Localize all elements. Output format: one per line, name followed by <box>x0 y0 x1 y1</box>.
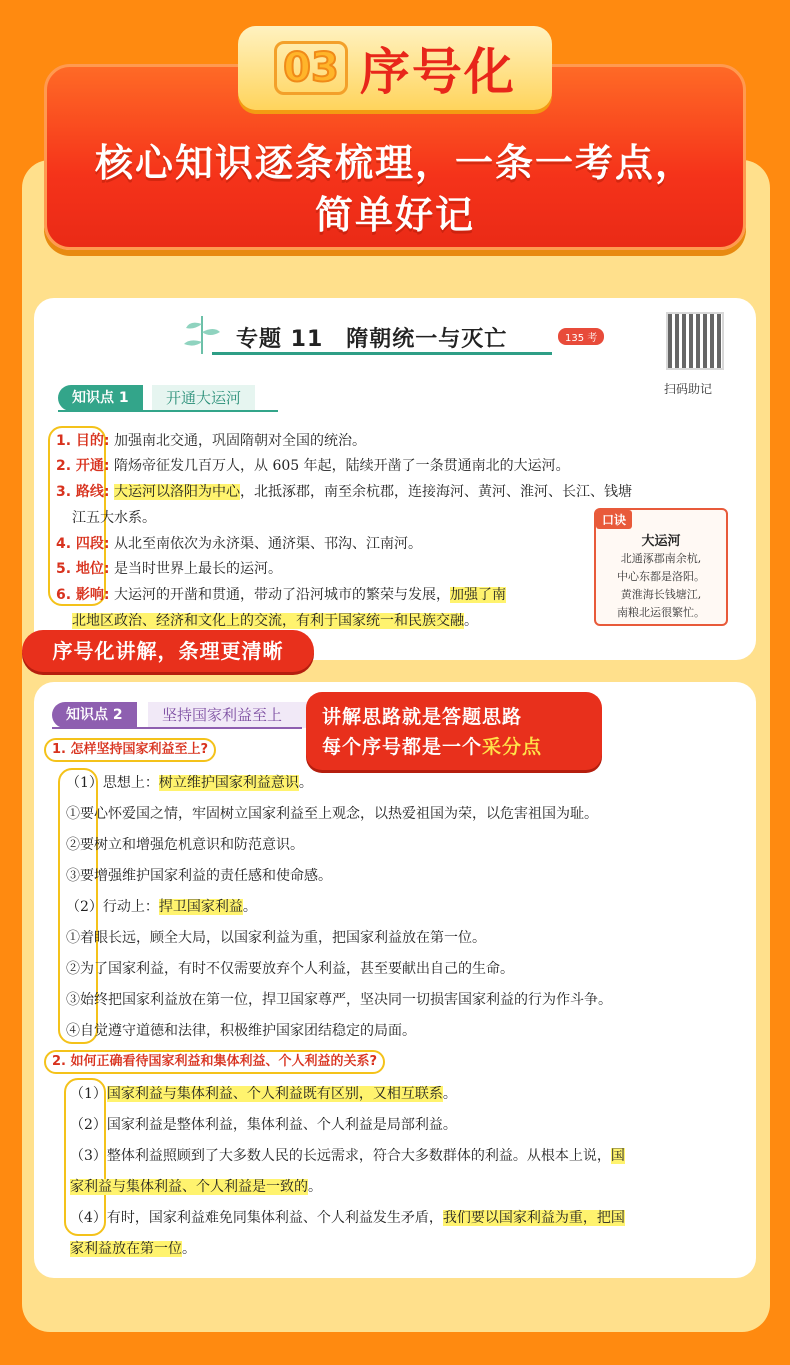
bubble-line-2: 每个序号都是一个采分点 <box>322 736 543 758</box>
answer-row: ④自觉遵守道德和法律，积极维护国家团结稳定的局面。 <box>66 1023 416 1039</box>
answer-row: （1）思想上：树立维护国家利益意识。 <box>66 775 313 791</box>
callout-bubble <box>306 692 602 770</box>
bamboo-leaf-icon <box>180 310 224 356</box>
bubble-line-1: 讲解思路就是答题思路 <box>322 706 523 728</box>
knowledge-point-title-1: 开通大运河 <box>152 385 255 411</box>
mnemonic-tag: 口诀 <box>596 510 632 529</box>
mnemonic-line: 中心东都是洛阳。 <box>617 570 705 583</box>
answer-row: ③要增强维护国家利益的责任感和使命感。 <box>66 868 332 884</box>
qr-label: 扫码助记 <box>664 382 713 396</box>
answer-row: ②要树立和增强危机意识和防范意识。 <box>66 837 304 853</box>
exam-count-badge: 135 考 <box>558 328 604 345</box>
item-row-continued: 北地区政治、经济和文化上的交流，有利于国家统一和民族交融。 <box>72 613 478 629</box>
badge-number: 03 <box>274 41 348 95</box>
section-badge <box>238 26 552 110</box>
answer-row: （1）国家利益与集体利益、个人利益既有区别，又相互联系。 <box>70 1086 457 1102</box>
item-row: 4. 四段: 从北至南依次为永济渠、通济渠、邗沟、江南河。 <box>56 536 422 552</box>
question-2: 2. 如何正确看待国家利益和集体利益、个人利益的关系? <box>44 1050 385 1074</box>
answer-row: ③始终把国家利益放在第一位，捍卫国家尊严，坚决同一切损害国家利益的行为作斗争。 <box>66 992 612 1008</box>
knowledge-point-tag-1: 知识点 1 <box>58 385 143 411</box>
item-row: 1. 目的: 加强南北交通，巩固隋朝对全国的统治。 <box>56 433 366 449</box>
knowledge-point-tag-2: 知识点 2 <box>52 702 137 728</box>
topic-title: 专题 11 隋朝统一与灭亡 <box>236 327 508 352</box>
topic-underline <box>212 352 552 355</box>
divider <box>58 410 278 412</box>
answer-row: （2）国家利益是整体利益，集体利益、个人利益是局部利益。 <box>70 1117 457 1133</box>
mnemonic-title: 大运河 <box>641 534 681 549</box>
answer-row: （4）有时，国家利益难免同集体利益、个人利益发生矛盾，我们要以国家利益为重，把国 <box>70 1210 625 1226</box>
item-row-continued: 江五大水系。 <box>72 510 156 526</box>
mnemonic-line: 北通涿郡南余杭, <box>620 552 702 565</box>
item-row: 5. 地位: 是当时世界上最长的运河。 <box>56 561 282 577</box>
answer-row-continued: 家利益放在第一位。 <box>70 1241 196 1257</box>
answer-row: ①要心怀爱国之情，牢固树立国家利益至上观念，以热爱祖国为荣，以危害祖国为耻。 <box>66 806 598 822</box>
callout-pill: 序号化讲解，条理更清晰 <box>22 630 314 672</box>
answer-row: ①着眼长远，顾全大局，以国家利益为重，把国家利益放在第一位。 <box>66 930 486 946</box>
mnemonic-line: 黄淮海长钱塘江, <box>620 588 702 601</box>
answer-row: ②为了国家利益，有时不仅需要放弃个人利益，甚至要献出自己的生命。 <box>66 961 514 977</box>
item-row: 6. 影响: 大运河的开凿和贯通，带动了沿河城市的繁荣与发展，加强了南 <box>56 587 506 603</box>
item-row: 2. 开通: 隋炀帝征发几百万人，从 605 年起，陆续开凿了一条贯通南北的大运河。 <box>56 458 570 474</box>
divider <box>52 727 302 729</box>
badge-title: 序号化 <box>359 43 516 101</box>
headline-line-2: 简单好记 <box>314 193 475 237</box>
headline-line-1: 核心知识逐条梳理，一条一考点， <box>94 141 695 185</box>
mnemonic-line: 南粮北运很繁忙。 <box>617 606 705 619</box>
answer-row: （3）整体利益照顾到了大多数人民的长远需求，符合大多数群体的利益。从根本上说，国 <box>70 1148 625 1164</box>
item-row: 3. 路线: 大运河以洛阳为中心，北抵涿郡，南至余杭郡，连接海河、黄河、淮河、长江、钱塘 <box>56 484 632 500</box>
answer-row-continued: 家利益与集体利益、个人利益是一致的。 <box>70 1179 322 1195</box>
question-1: 1. 怎样坚持国家利益至上? <box>44 738 216 762</box>
knowledge-point-title-2: 坚持国家利益至上 <box>148 702 308 728</box>
answer-row: （2）行动上：捍卫国家利益。 <box>66 899 257 915</box>
qr-code[interactable] <box>666 312 724 370</box>
